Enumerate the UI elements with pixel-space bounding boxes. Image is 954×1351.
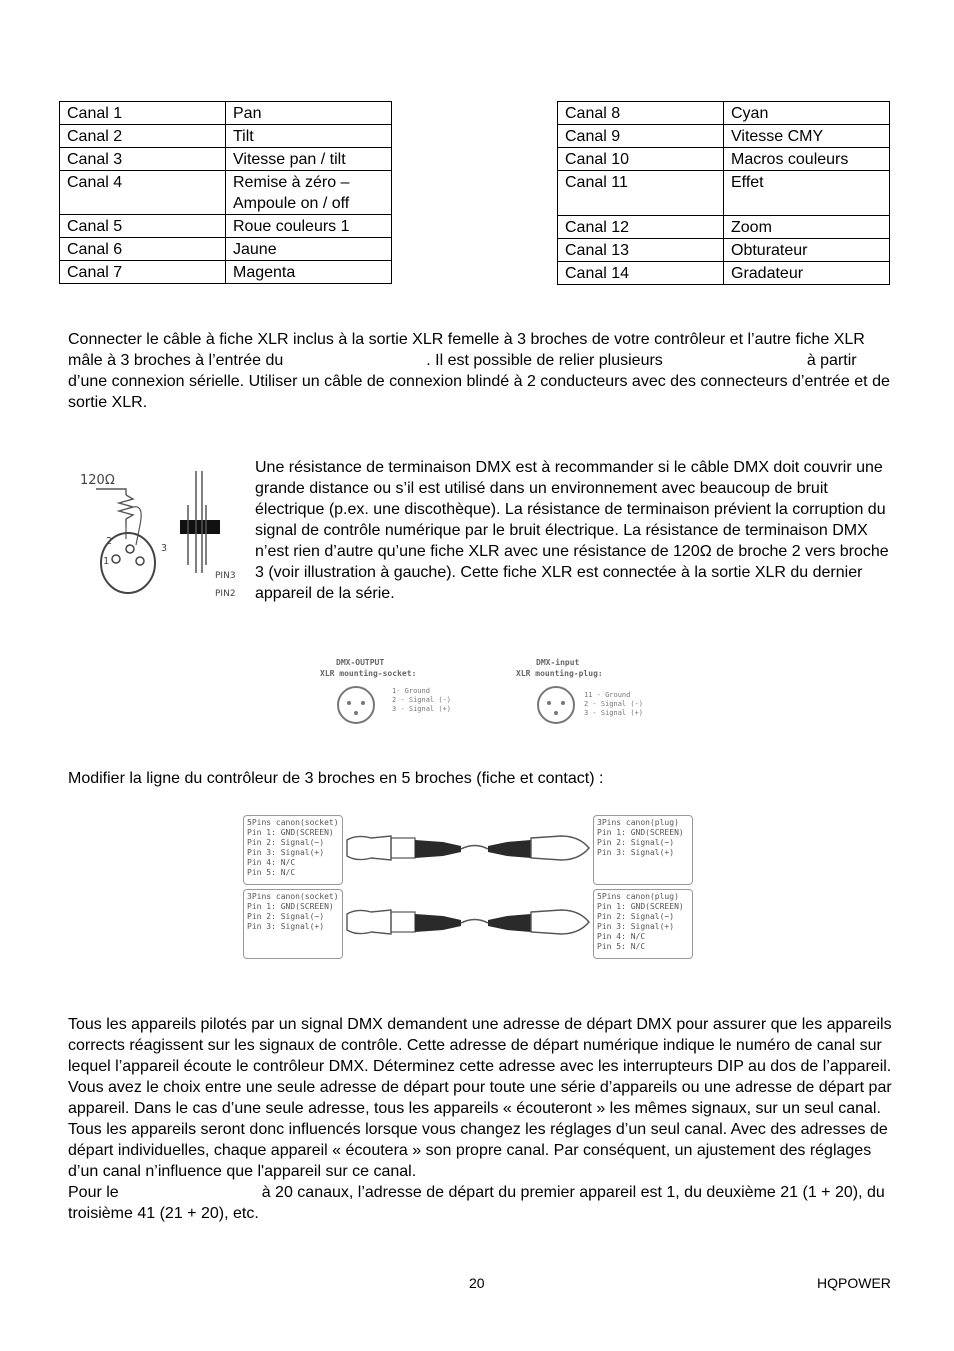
box-line: Pin 5: N/C <box>597 942 646 951</box>
table-cell: Canal 8 <box>558 102 724 125</box>
dmx-xlr-figure <box>316 655 644 730</box>
text-fragment: . Il est possible de relier plusieurs <box>426 352 663 369</box>
text-line: corrects réagissent sur les signaux de contrôle. Cette adresse de départ numérique indique le numéro de canal sur <box>68 1037 882 1054</box>
table-cell: Canal 12 <box>558 216 724 239</box>
text-fragment: mâle à 3 broches à l’entrée du <box>68 352 284 369</box>
table-row <box>558 239 890 262</box>
table-row <box>558 125 890 148</box>
table-cell: Magenta <box>226 261 392 284</box>
box-line: 5Pins canon(socket) <box>247 818 339 827</box>
table-cell: Gradateur <box>724 262 890 285</box>
table-cell: Vitesse CMY <box>724 125 890 148</box>
text-line: signal de contrôle numérique par le bruit électrique. La résistance de terminaison DMX <box>255 522 868 539</box>
table-cell: Canal 2 <box>60 125 226 148</box>
box-line: Pin 1: GND(SCREEN) <box>247 828 334 837</box>
label-box-3pin-socket <box>243 889 343 959</box>
pin-label: 3 - Signal (+) <box>392 705 452 713</box>
pin-label: 1- Ground <box>392 687 430 695</box>
table-row <box>558 148 890 171</box>
table-row <box>60 238 392 261</box>
text-line: n’est rien d’autre qu’une fiche XLR avec une résistance de 120Ω de broche 2 vers broche <box>255 543 889 560</box>
box-line: Pin 2: Signal(−) <box>247 838 325 847</box>
box-line: Pin 3: Signal(+) <box>247 922 325 931</box>
address-paragraph <box>68 1014 898 1224</box>
cell-line: Remise à zéro – <box>233 174 350 191</box>
box-line: Pin 4: N/C <box>597 932 646 941</box>
table-row <box>60 171 392 215</box>
box-line: 5Pins canon(plug) <box>597 892 679 901</box>
resistor-label: 120Ω <box>80 473 115 488</box>
text-line <box>68 350 898 371</box>
text-line <box>68 1182 898 1203</box>
table-cell: Canal 10 <box>558 148 724 171</box>
adapter-intro <box>68 768 898 789</box>
pin-label: 2 - Signal (-) <box>584 700 644 708</box>
dmx-output-title: DMX-OUTPUT <box>336 658 385 667</box>
text-line: Modifier la ligne du contrôleur de 3 broches en 5 broches (fiche et contact) : <box>68 770 604 787</box>
table-cell: Macros couleurs <box>724 148 890 171</box>
text-line: Vous avez le choix entre une seule adresse de départ pour toute une série d’appareils ou une adresse de départ par <box>68 1079 892 1096</box>
table-row <box>558 171 890 216</box>
table-row <box>60 102 392 125</box>
text-line: Une résistance de terminaison DMX est à recommander si le câble DMX doit couvrir une <box>255 459 883 476</box>
table-cell: Canal 7 <box>60 261 226 284</box>
dmx-input-subtitle: XLR mounting-plug: <box>516 669 603 678</box>
channel-table-right <box>557 101 890 285</box>
connector-band <box>180 520 220 534</box>
page-number: 20 <box>469 1275 485 1291</box>
text-line: Connecter le câble à fiche XLR inclus à la sortie XLR femelle à 3 broches de votre contrôleur et l’autre fiche XLR <box>68 331 865 348</box>
box-line: Pin 1: GND(SCREEN) <box>597 828 684 837</box>
label-box-5pin-plug <box>593 889 693 959</box>
table-cell: Pan <box>226 102 392 125</box>
text-fragment: Pour le <box>68 1184 119 1201</box>
connection-paragraph <box>68 329 898 413</box>
pin-number: 1 <box>103 556 110 567</box>
table-cell: Canal 3 <box>60 148 226 171</box>
text-line: 3 (voir illustration à gauche). Cette fiche XLR est connectée à la sortie XLR du dernier <box>255 564 863 581</box>
table-cell: Roue couleurs 1 <box>226 215 392 238</box>
brand-label: HQPOWER <box>817 1275 891 1291</box>
text-fragment: à partir <box>806 352 857 369</box>
text-line: sortie XLR. <box>68 394 148 411</box>
text-line: grande distance ou s’il est utilisé dans un environnement avec beaucoup de bruit <box>255 480 828 497</box>
box-line: Pin 3: Signal(+) <box>247 848 325 857</box>
table-row <box>60 215 392 238</box>
box-line: Pin 4: N/C <box>247 858 296 867</box>
box-line: Pin 2: Signal(−) <box>597 838 675 847</box>
table-cell: Canal 1 <box>60 102 226 125</box>
wire-lines <box>126 507 141 545</box>
text-fragment: à 20 canaux, l’adresse de départ du premier appareil est 1, du deuxième 21 (1 + 20), du <box>261 1184 885 1201</box>
text-line: appareil. Dans le cas d’une seule adresse, tous les appareils « écouteront » les mêmes signaux, sur un seul canal. <box>68 1100 881 1117</box>
channel-table-left <box>59 101 392 284</box>
box-line: Pin 1: GND(SCREEN) <box>597 902 684 911</box>
table-cell: Cyan <box>724 102 890 125</box>
table-row <box>558 102 890 125</box>
termination-plug-figure <box>76 465 246 605</box>
pin-number: 2 <box>106 536 113 547</box>
pin-1 <box>112 555 120 563</box>
pin-3 <box>136 557 144 565</box>
resistor-symbol <box>96 489 133 527</box>
text-line: d’un canal n’influence que l'appareil sur ce canal. <box>68 1163 417 1180</box>
text-line: électrique (p.ex. une discothèque). La résistance de terminaison prévient la corruption du <box>255 501 886 518</box>
input-plug-icon <box>538 687 574 723</box>
box-line: Pin 3: Signal(+) <box>597 922 675 931</box>
table-cell: Vitesse pan / tilt <box>226 148 392 171</box>
table-cell: Zoom <box>724 216 890 239</box>
table-cell: Canal 6 <box>60 238 226 261</box>
box-line: Pin 2: Signal(−) <box>247 912 325 921</box>
box-line: Pin 5: N/C <box>247 868 296 877</box>
pin-number: 3 <box>161 543 168 554</box>
table-row <box>60 261 392 284</box>
table-cell: Canal 9 <box>558 125 724 148</box>
termination-paragraph <box>255 457 895 604</box>
dmx-input-title: DMX-input <box>536 658 580 667</box>
output-socket-icon <box>338 687 374 723</box>
box-line: Pin 2: Signal(−) <box>597 912 675 921</box>
text-line: lequel l’appareil écoute le contrôleur DMX. Déterminez cette adresse avec les interrupteurs DIP au dos de l’appareil. <box>68 1058 892 1075</box>
table-cell: Canal 5 <box>60 215 226 238</box>
table-cell: Jaune <box>226 238 392 261</box>
pin-2 <box>126 545 134 553</box>
pin3-label: PIN3 <box>215 571 236 581</box>
cell-line: Ampoule on / off <box>233 195 350 212</box>
pin-label: 11 - Ground <box>584 691 631 699</box>
table-row <box>558 262 890 285</box>
label-box-5pin-socket <box>243 815 343 885</box>
text-line: Tous les appareils pilotés par un signal DMX demandent une adresse de départ DMX pour assurer que les appareils <box>68 1016 892 1033</box>
pin2-label: PIN2 <box>215 589 236 599</box>
box-line: Pin 3: Signal(+) <box>597 848 675 857</box>
table-cell: Canal 13 <box>558 239 724 262</box>
table-cell: Canal 11 <box>558 171 724 216</box>
table-cell: Canal 14 <box>558 262 724 285</box>
text-line: troisième 41 (21 + 20), etc. <box>68 1205 259 1222</box>
pin-label: 3 - Signal (+) <box>584 709 644 717</box>
adapter-cable-drawing <box>343 812 593 960</box>
table-cell <box>226 171 392 215</box>
adapter-cable-figure <box>243 812 695 960</box>
pin-label: 2 - Signal (-) <box>392 696 452 704</box>
table-cell: Effet <box>724 171 890 216</box>
table-row <box>60 148 392 171</box>
box-line: 3Pins canon(plug) <box>597 818 679 827</box>
box-line: 3Pins canon(socket) <box>247 892 339 901</box>
dmx-output-subtitle: XLR mounting-socket: <box>320 669 417 678</box>
label-box-3pin-plug <box>593 815 693 885</box>
text-line: appareil de la série. <box>255 585 395 602</box>
table-row <box>558 216 890 239</box>
table-cell: Obturateur <box>724 239 890 262</box>
text-line: Tous les appareils seront donc influencés lorsque vous changez les réglages d’un seul canal. Avec des adresses de <box>68 1121 888 1138</box>
table-cell: Canal 4 <box>60 171 226 215</box>
table-cell: Tilt <box>226 125 392 148</box>
text-line: d’une connexion sérielle. Utiliser un câble de connexion blindé à 2 conducteurs avec des connecteurs d’entrée et de <box>68 373 890 390</box>
table-row <box>60 125 392 148</box>
text-line: départ individuelles, chaque appareil « écoutera » son propre canal. Par conséquent, un ajustement des réglages <box>68 1142 872 1159</box>
box-line: Pin 1: GND(SCREEN) <box>247 902 334 911</box>
